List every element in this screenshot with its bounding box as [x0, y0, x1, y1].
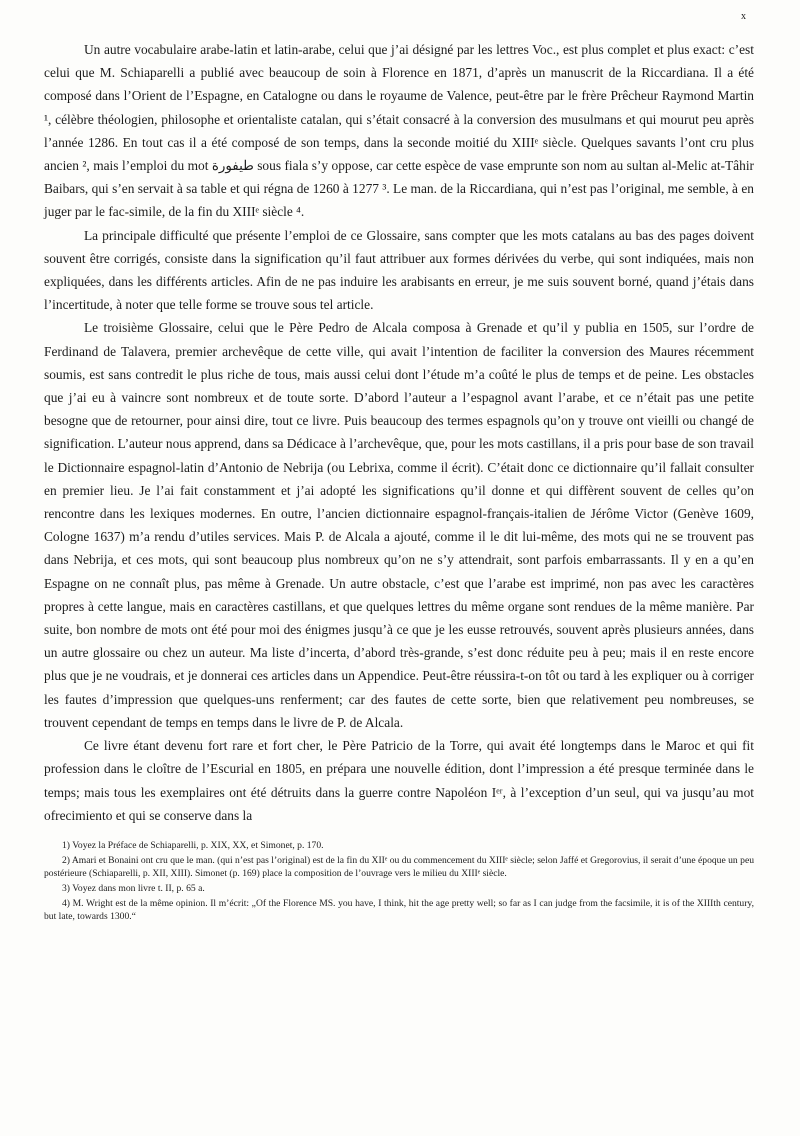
paragraph-1: Un autre vocabulaire arabe-latin et latin-arabe, celui que j’ai désigné par les lettres Voc., est plus complet et plus exact: c’est celui que M. Schiaparelli a publié avec beaucoup de soin à Florence en 1871, d’après un manuscrit de la Riccardiana. Il a été composé dans l’Orient de l’Espagne, en Catalogne ou dans le royaume de Valence, peut-être par le frère Prêcheur Raymond Martin ¹, célèbre théologien, philosophe et orientaliste catalan, qui s’était consacré à la conversion des musulmans et qui mourut peu après l’année 1286. En tout cas il a été composé de son temps, dans la seconde moitié du XIIIᵉ siècle. Quelques savants l’ont cru plus ancien ², mais l’emploi du mot طيفورة sous fiala s’y oppose, car cette espèce de vase emprunte son nom au sultan al-Melic at-Tâhir Baibars, qui s’en servait à sa table et qui régna de 1260 à 1277 ³. Le man. de la Riccardiana, qui n’est pas l’original, me semble, à en juger par le fac-simile, de la fin du XIIIᵉ siècle ⁴.: [44, 42, 754, 220]
footnote-2: 2) Amari et Bonaini ont cru que le man. (qui n’est pas l’original) est de la fin du XIIᵉ ou du commencement du XIIIᵉ siècle; selon Jaffé et Gregorovius, il serait d’une époque un peu postérieure (Schiaparelli, p. XII, XIII). Simonet (p. 169) place la composition de l’ouvrage vers le milieu du XIIIᵉ siècle.: [44, 854, 754, 879]
paragraph-2: La principale difficulté que présente l’emploi de ce Glossaire, sans compter que les mots catalans au bas des pages doivent souvent être corrigés, consiste dans la signification qu’il faut attribuer aux formes dérivées du verbe, qui sont indiquées, mais non expliquées, dans les différents articles. Afin de ne pas induire les arabisants en erreur, je me suis souvent borné, quand j’étais dans l’incertitude, à noter que telle forme se trouve sous tel article.: [44, 227, 754, 313]
body-text: [44, 38, 754, 827]
page-number: x: [741, 11, 746, 22]
footnote-1: 1) Voyez la Préface de Schiaparelli, p. XIX, XX, et Simonet, p. 170.: [62, 839, 324, 851]
paragraph-4: Ce livre étant devenu fort rare et fort cher, le Père Patricio de la Torre, qui avait été longtemps dans le Maroc et qui fit profession dans le cloître de l’Escurial en 1805, en prépara une nouvelle édition, dont l’impression a été presque terminée dans le temps; mais tous les exemplaires ont été détruits dans la guerre contre Napoléon Iᵉʳ, à l’exception d’un seul, qui va jusqu’au mot ofrecimiento et qui se conserve dans la: [44, 738, 754, 823]
footnote-4: 4) M. Wright est de la même opinion. Il m’écrit: „Of the Florence MS. you have, I think, hit the age pretty well; so far as I can judge from the facsimile, it is of the XIIIth century, but late, towards 1300.“: [44, 897, 754, 922]
paragraph-3: Le troisième Glossaire, celui que le Père Pedro de Alcala composa à Grenade et qu’il y publia en 1505, sur l’ordre de Ferdinand de Talavera, premier archevêque de cette ville, qui avait l’intention de faciliter la conversion des Maures récemment soumis, est sans contredit le plus riche de tous, mais aussi celui dont l’étude m’a coûté le plus de temps et de peine. Les obstacles que j’ai eu à vaincre sont nombreux et de toute sorte. D’abord l’auteur a l’espagnol avant l’arabe, et ce n’était pas une petite besogne que de retourner, pour ainsi dire, tout ce livre. Puis beaucoup des termes espagnols qu’on y trouve ont vieilli ou changé de signification. L’auteur nous apprend, dans sa Dédicace à l’archevêque, que, pour les mots castillans, il a pris pour base de son travail le Dictionnaire espagnol-latin d’Antonio de Nebrija (ou Lebrixa, comme il écrit). C’était donc ce dictionnaire qu’il fallait consulter en premier lieu. Je l’ai fait constamment et j’ai adopté les significations qu’il donne et qui diffèrent souvent de celles qu’on rencontre dans les lexiques modernes. En outre, l’ancien dictionnaire espagnol-français-italien de Jérôme Victor (Genève 1609, Cologne 1637) m’a rendu d’utiles services. Mais P. de Alcala a ajouté, comme il le dit lui-même, des mots qui ne se trouvent pas dans Nebrija, et ces mots, qui sont beaucoup plus nombreux qu’on ne s’y attendrait, sont parfois embarrassants. Il y en a qu’en Espagne on ne connaît plus, pas même à Grenade. Un autre obstacle, c’est que l’arabe est imprimé, non pas avec les caractères propres à cette langue, mais en caractères castillans, et que quelques lettres du même organe sont rendues de la même manière. Par suite, bon nombre de mots ont été pour moi des énigmes jusqu’à ce que je les eusse retrouvés, souvent après plusieurs années, dans un autre glossaire ou chez un auteur. Ma liste d’incerta, d’abord très-grande, s’est donc réduite peu à peu; mais il en reste encore plus que je ne voudrais, et je donnerai ces articles dans un Appendice. Peut-être réussira-t-on tôt ou tard à les expliquer ou à corriger les fautes d’impression que quelques-uns renferment; car des fautes de cette sorte, bien que relativement peu nombreuses, se trouvent cependant de temps en temps dans le livre de P. de Alcala.: [44, 320, 754, 730]
footnote-3: 3) Voyez dans mon livre t. II, p. 65 a.: [62, 882, 205, 894]
footnotes: [44, 839, 754, 923]
